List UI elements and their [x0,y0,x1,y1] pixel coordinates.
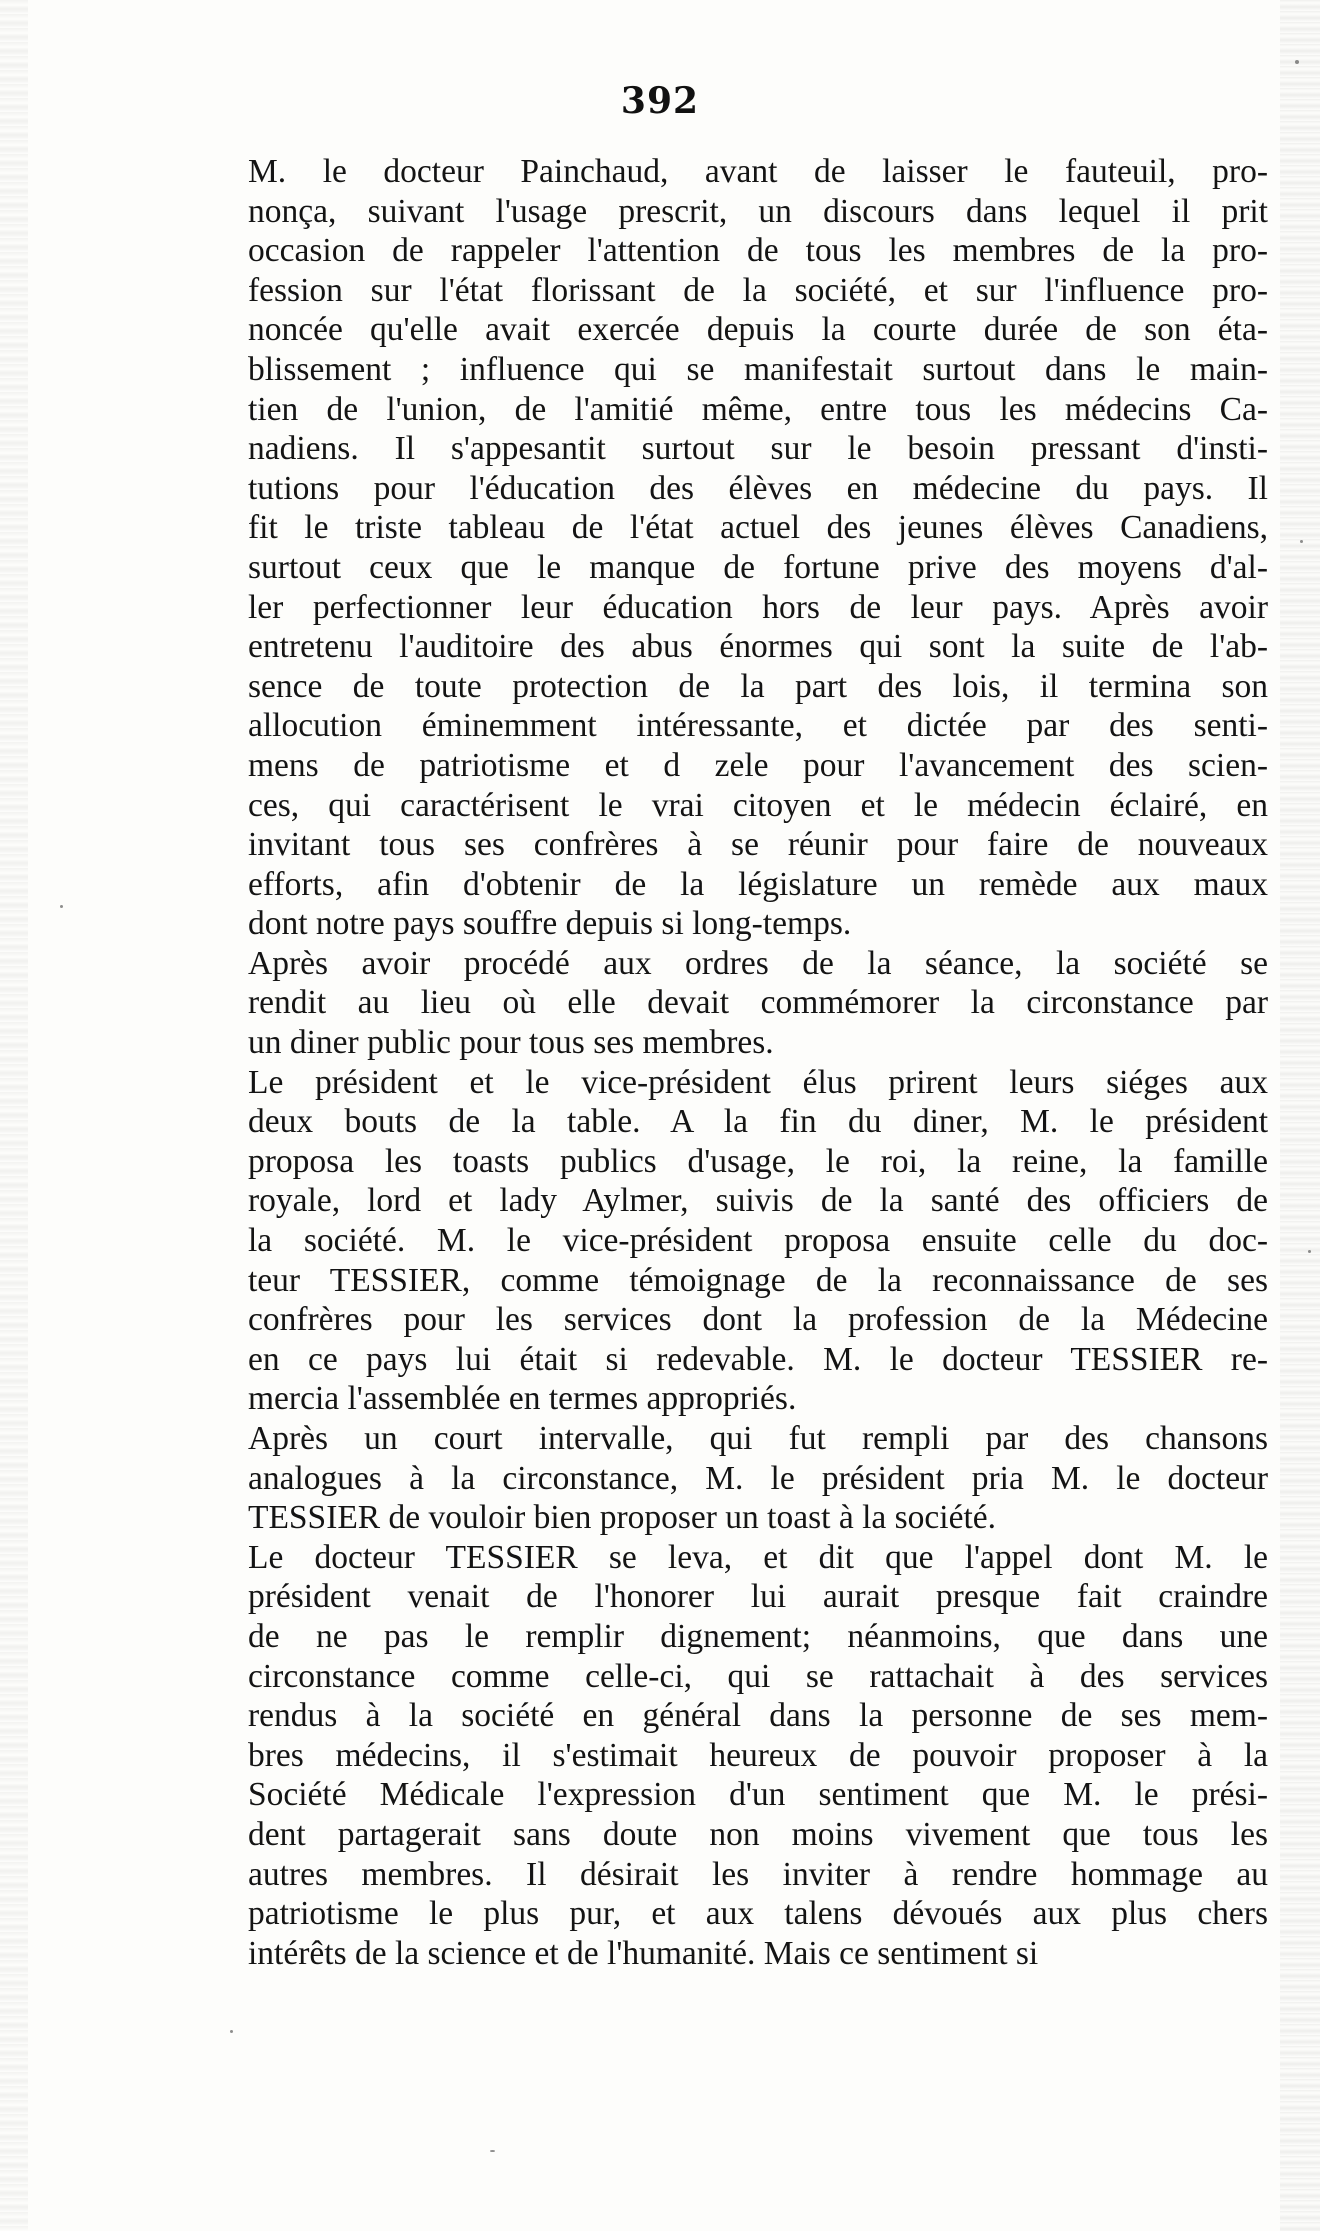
paragraph [212,1063,1268,1419]
scan-speck [1295,60,1299,64]
text-line: président venait de l'honorer lui aurait presque fait craindre [248,1578,1268,1616]
text-line: analogues à la circonstance, M. le président pria M. le docteur [248,1459,1268,1497]
text-line: fit le triste tableau de l'état actuel des jeunes élèves Canadiens, [248,509,1268,547]
text-line: en ce pays lui était si redevable. M. le docteur TESSIER re- [248,1340,1268,1378]
text-line: dent partagerait sans doute non moins vivement que tous les [248,1815,1268,1853]
text-line: entretenu l'auditoire des abus énormes qui sont la suite de l'ab- [248,628,1268,666]
text-line: noncée qu'elle avait exercée depuis la courte durée de son éta- [248,311,1268,349]
text-line: Le docteur TESSIER se leva, et dit que l'appel dont M. le [248,1538,1268,1576]
text-line: circonstance comme celle-ci, qui se rattachait à des services [248,1657,1268,1695]
paragraph [212,152,1268,944]
text-line: TESSIER de vouloir bien proposer un toast à la société. [248,1499,997,1537]
text-line: sence de toute protection de la part des lois, il termina son [248,667,1268,705]
text-line: surtout ceux que le manque de fortune prive des moyens d'al- [248,548,1268,586]
text-line: Après avoir procédé aux ordres de la séance, la société se [248,944,1268,982]
text-line: blissement ; influence qui se manifestait surtout dans le main- [248,350,1268,388]
text-line: rendus à la société en général dans la personne de ses mem- [248,1697,1268,1735]
text-line: Après un court intervalle, qui fut rempli par des chansons [248,1420,1268,1457]
scan-speck [230,2030,233,2033]
text-line: ler perfectionner leur éducation hors de leur pays. Après avoir [248,588,1268,626]
text-line: rendit au lieu où elle devait commémorer la circonstance par [248,984,1268,1022]
page-number: 392 [620,80,700,122]
paragraph [212,1419,1268,1538]
text-line: Société Médicale l'expression d'un sentiment que M. le prési- [248,1776,1268,1814]
scan-edge-left [0,0,28,2231]
text-line: la société. M. le vice-président proposa ensuite celle du doc- [248,1222,1268,1260]
text-line: proposa les toasts publics d'usage, le roi, la reine, la famille [248,1142,1268,1180]
text-line: bres médecins, il s'estimait heureux de pouvoir proposer à la [248,1736,1268,1774]
scan-speck [1308,1250,1311,1253]
text-line: autres membres. Il désirait les inviter à rendre hommage au [248,1855,1268,1893]
scan-speck [1300,540,1303,543]
text-line: ces, qui caractérisent le vrai citoyen et le médecin éclairé, en [248,786,1268,824]
text-line: mercia l'assemblée en termes appropriés. [248,1380,797,1418]
text-line: Le président et le vice-président élus prirent leurs siéges aux [248,1063,1268,1101]
text-line: royale, lord et lady Aylmer, suivis de la santé des officiers de [248,1182,1268,1220]
paragraph [212,944,1268,1063]
paragraph [212,1538,1268,1974]
text-line: dont notre pays souffre depuis si long-temps. [248,905,852,943]
text-line: mens de patriotisme et d zele pour l'avancement des scien- [248,746,1268,784]
text-line: teur TESSIER, comme témoignage de la reconnaissance de ses [248,1261,1268,1299]
text-line: patriotisme le plus pur, et aux talens dévoués aux plus chers [248,1895,1268,1933]
text-line: allocution éminemment intéressante, et dictée par des senti- [248,707,1268,745]
text-line: occasion de rappeler l'attention de tous les membres de la pro- [248,232,1268,270]
scan-speck [60,905,63,908]
text-line: M. le docteur Painchaud, avant de laisser le fauteuil, pro- [248,153,1268,190]
text-line: un diner public pour tous ses membres. [248,1024,774,1062]
scan-edge-right [1280,0,1320,2231]
text-line: nadiens. Il s'appesantit surtout sur le besoin pressant d'insti- [248,430,1268,468]
text-line: nonça, suivant l'usage prescrit, un discours dans lequel il prit [248,192,1268,230]
text-line: tutions pour l'éducation des élèves en médecine du pays. Il [248,469,1268,507]
text-line: confrères pour les services dont la profession de la Médecine [248,1301,1268,1339]
body-text [212,152,1268,1973]
text-line: tien de l'union, de l'amitié même, entre tous les médecins Ca- [248,390,1268,428]
scan-speck [490,2150,495,2152]
text-line: invitant tous ses confrères à se réunir pour faire de nouveaux [248,826,1268,864]
text-line: efforts, afin d'obtenir de la législature un remède aux maux [248,865,1268,903]
text-line: deux bouts de la table. A la fin du diner, M. le président [248,1103,1268,1141]
text-line: fession sur l'état florissant de la société, et sur l'influence pro- [248,271,1268,309]
text-line: de ne pas le remplir dignement; néanmoins, que dans une [248,1617,1268,1655]
text-line: intérêts de la science et de l'humanité. Mais ce sentiment si [248,1934,1039,1972]
